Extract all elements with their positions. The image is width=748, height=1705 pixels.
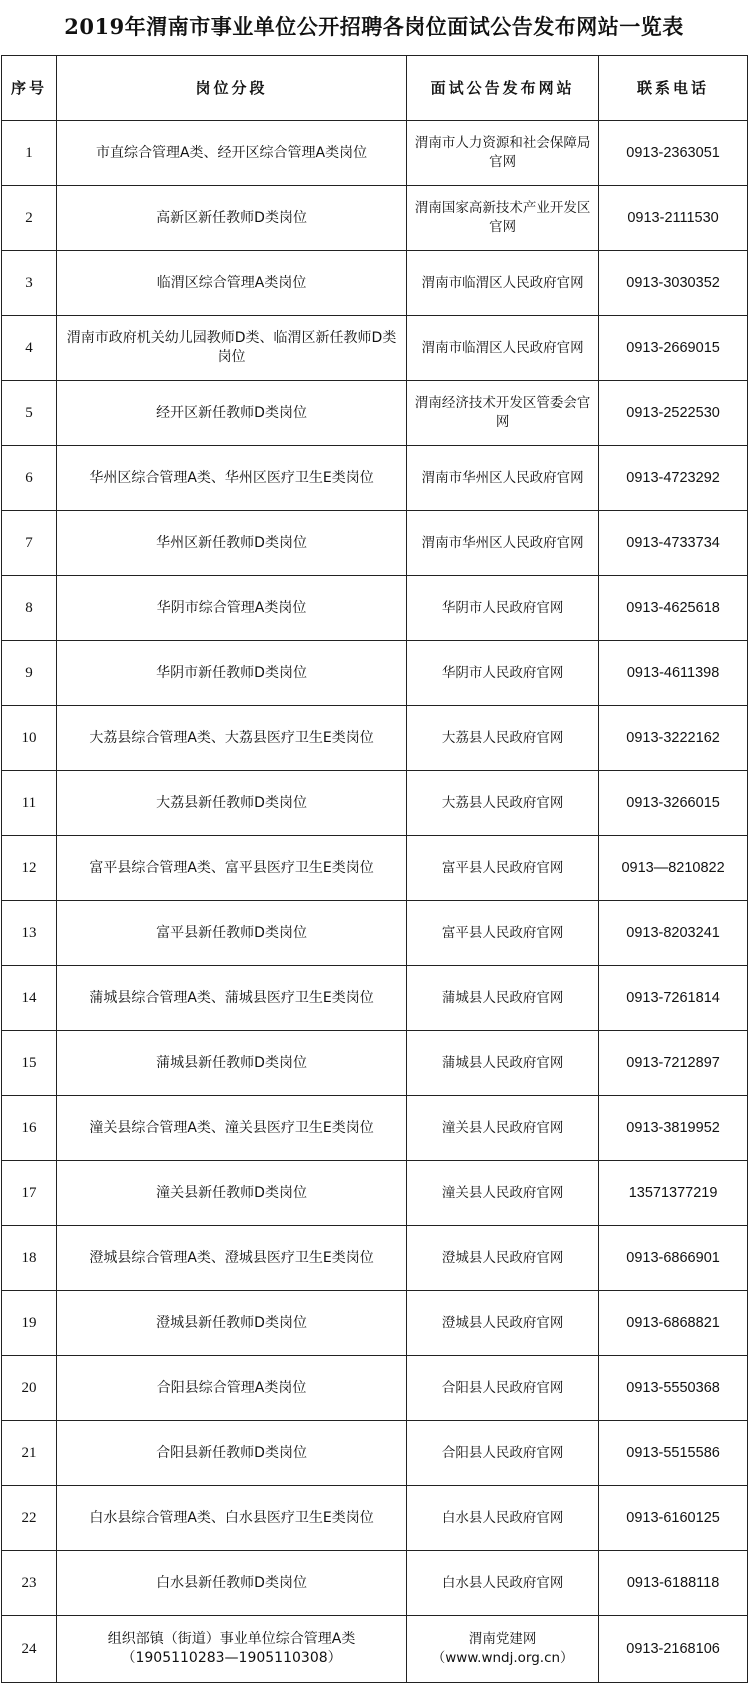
position-cell-text: 蒲城县新任教师D类岗位 bbox=[156, 1054, 307, 1071]
website-cell-text: 白水县人民政府官网 bbox=[441, 1509, 564, 1526]
website-cell bbox=[407, 836, 599, 901]
phone-cell bbox=[599, 1161, 748, 1226]
row-number-text: 23 bbox=[21, 1574, 37, 1591]
phone-cell-text: 0913-4723292 bbox=[626, 469, 720, 486]
row-number-text: 20 bbox=[21, 1379, 37, 1396]
phone-cell bbox=[599, 706, 748, 771]
website-cell-text: 渭南市人力资源和社会保障局官网 bbox=[414, 135, 591, 170]
phone-cell bbox=[599, 251, 748, 316]
position-cell-text: 大荔县综合管理A类、大荔县医疗卫生E类岗位 bbox=[89, 729, 374, 746]
row-number bbox=[2, 1421, 57, 1486]
row-number-text: 5 bbox=[25, 404, 33, 421]
row-number-text: 24 bbox=[21, 1640, 37, 1657]
phone-cell bbox=[599, 576, 748, 641]
website-cell bbox=[407, 1161, 599, 1226]
header-phone: 联系电话 bbox=[599, 56, 748, 121]
phone-cell-text: 0913-3222162 bbox=[626, 729, 720, 746]
position-cell bbox=[56, 836, 406, 901]
position-cell bbox=[56, 1031, 406, 1096]
row-number bbox=[2, 1161, 57, 1226]
website-cell bbox=[407, 966, 599, 1031]
website-cell-text: 渭南国家高新技术产业开发区官网 bbox=[414, 200, 591, 235]
phone-cell-text: 13571377219 bbox=[628, 1184, 718, 1201]
table-header-row bbox=[2, 56, 748, 121]
recruitment-table bbox=[1, 55, 748, 1683]
row-number bbox=[2, 511, 57, 576]
position-cell bbox=[56, 1226, 406, 1291]
table-row bbox=[2, 901, 748, 966]
table-row bbox=[2, 771, 748, 836]
website-cell-text: 蒲城县人民政府官网 bbox=[441, 989, 564, 1006]
website-cell bbox=[407, 251, 599, 316]
position-cell-text: 合阳县综合管理A类岗位 bbox=[156, 1379, 307, 1396]
row-number bbox=[2, 836, 57, 901]
position-cell-text: 潼关县综合管理A类、潼关县医疗卫生E类岗位 bbox=[89, 1119, 374, 1136]
position-cell-text: 华州区综合管理A类、华州区医疗卫生E类岗位 bbox=[89, 469, 374, 486]
website-cell-text: 华阴市人民政府官网 bbox=[441, 664, 564, 681]
table-row bbox=[2, 1551, 748, 1616]
phone-cell-text: 0913-7261814 bbox=[626, 989, 720, 1006]
website-cell-text: 大荔县人民政府官网 bbox=[441, 729, 564, 746]
position-cell bbox=[56, 1421, 406, 1486]
website-cell-text: 渭南市临渭区人民政府官网 bbox=[421, 339, 584, 356]
phone-cell bbox=[599, 381, 748, 446]
position-cell-text: 临渭区综合管理A类岗位 bbox=[156, 274, 307, 291]
row-number-text: 22 bbox=[21, 1509, 37, 1526]
position-cell bbox=[56, 901, 406, 966]
position-cell bbox=[56, 1096, 406, 1161]
table-row bbox=[2, 641, 748, 706]
position-cell-text: 组织部镇（街道）事业单位综合管理A类 bbox=[107, 1631, 356, 1647]
row-number-text: 15 bbox=[21, 1054, 37, 1071]
website-cell bbox=[407, 1031, 599, 1096]
phone-cell-text: 0913-5550368 bbox=[626, 1379, 720, 1396]
table-row bbox=[2, 576, 748, 641]
website-cell bbox=[407, 1291, 599, 1356]
phone-cell bbox=[599, 1486, 748, 1551]
position-cell bbox=[56, 251, 406, 316]
row-number-text: 4 bbox=[25, 339, 33, 356]
header-website: 面试公告发布网站 bbox=[407, 56, 599, 121]
website-cell bbox=[407, 1096, 599, 1161]
table-row bbox=[2, 511, 748, 576]
table-row bbox=[2, 186, 748, 251]
position-cell-text: 渭南市政府机关幼儿园教师D类、临渭区新任教师D类岗位 bbox=[66, 330, 397, 365]
website-cell bbox=[407, 121, 599, 186]
website-cell bbox=[407, 511, 599, 576]
phone-cell bbox=[599, 771, 748, 836]
website-cell bbox=[407, 316, 599, 381]
website-cell-text: 潼关县人民政府官网 bbox=[441, 1119, 564, 1136]
position-cell-text: 华阴市综合管理A类岗位 bbox=[156, 599, 307, 616]
row-number bbox=[2, 251, 57, 316]
website-cell-text: 合阳县人民政府官网 bbox=[441, 1379, 564, 1396]
position-cell bbox=[56, 1486, 406, 1551]
row-number bbox=[2, 1616, 57, 1683]
table-row bbox=[2, 1161, 748, 1226]
phone-cell-text: 0913-2669015 bbox=[626, 339, 720, 356]
website-cell-text: 渭南经济技术开发区管委会官网 bbox=[414, 395, 591, 430]
position-cell-text: 蒲城县综合管理A类、蒲城县医疗卫生E类岗位 bbox=[89, 989, 374, 1006]
website-cell bbox=[407, 1356, 599, 1421]
phone-cell-text: 0913-5515586 bbox=[626, 1444, 720, 1461]
row-number bbox=[2, 1486, 57, 1551]
phone-cell bbox=[599, 121, 748, 186]
website-cell-text: 澄城县人民政府官网 bbox=[441, 1314, 564, 1331]
table-row bbox=[2, 381, 748, 446]
table-row bbox=[2, 1356, 748, 1421]
phone-cell bbox=[599, 186, 748, 251]
position-cell bbox=[56, 316, 406, 381]
row-number-text: 3 bbox=[25, 274, 33, 291]
phone-cell bbox=[599, 316, 748, 381]
website-cell-text: 华阴市人民政府官网 bbox=[441, 599, 564, 616]
row-number-text: 11 bbox=[21, 794, 37, 811]
phone-cell-text: 0913—8210822 bbox=[621, 859, 725, 876]
row-number-text: 14 bbox=[21, 989, 37, 1006]
position-cell-text: 白水县新任教师D类岗位 bbox=[156, 1574, 307, 1591]
table-row bbox=[2, 1486, 748, 1551]
website-cell bbox=[407, 771, 599, 836]
phone-cell bbox=[599, 1291, 748, 1356]
position-cell-text: 市直综合管理A类、经开区综合管理A类岗位 bbox=[95, 144, 368, 161]
row-number bbox=[2, 381, 57, 446]
row-number bbox=[2, 1291, 57, 1356]
table-row bbox=[2, 1421, 748, 1486]
phone-cell-text: 0913-2363051 bbox=[626, 144, 720, 161]
phone-cell-text: 0913-3030352 bbox=[626, 274, 720, 291]
position-cell-text: 经开区新任教师D类岗位 bbox=[156, 404, 307, 421]
phone-cell bbox=[599, 446, 748, 511]
row-number bbox=[2, 706, 57, 771]
website-cell-text: 渭南市临渭区人民政府官网 bbox=[421, 274, 584, 291]
position-cell bbox=[56, 1291, 406, 1356]
table-row bbox=[2, 316, 748, 381]
row-number bbox=[2, 1096, 57, 1161]
row-number bbox=[2, 576, 57, 641]
row-number-text: 8 bbox=[25, 599, 33, 616]
website-cell bbox=[407, 706, 599, 771]
phone-cell bbox=[599, 1421, 748, 1486]
position-cell bbox=[56, 121, 406, 186]
phone-cell-text: 0913-2522530 bbox=[626, 404, 720, 421]
phone-cell-text: 0913-3819952 bbox=[626, 1119, 720, 1136]
phone-cell-text: 0913-2168106 bbox=[626, 1640, 720, 1657]
row-number-text: 21 bbox=[21, 1444, 37, 1461]
row-number bbox=[2, 1551, 57, 1616]
row-number bbox=[2, 186, 57, 251]
website-cell bbox=[407, 1616, 599, 1683]
position-cell bbox=[56, 186, 406, 251]
website-cell bbox=[407, 1226, 599, 1291]
position-cell bbox=[56, 576, 406, 641]
phone-cell bbox=[599, 836, 748, 901]
website-cell bbox=[407, 1486, 599, 1551]
position-cell-text: 潼关县新任教师D类岗位 bbox=[156, 1184, 307, 1201]
position-cell bbox=[56, 381, 406, 446]
position-cell bbox=[56, 706, 406, 771]
row-number bbox=[2, 1226, 57, 1291]
phone-cell-text: 0913-4625618 bbox=[626, 599, 720, 616]
table-row bbox=[2, 121, 748, 186]
phone-cell-text: 0913-4611398 bbox=[626, 664, 720, 681]
position-cell-text: 白水县综合管理A类、白水县医疗卫生E类岗位 bbox=[89, 1509, 374, 1526]
phone-cell-text: 0913-6188118 bbox=[626, 1574, 720, 1591]
phone-cell bbox=[599, 1096, 748, 1161]
row-number bbox=[2, 966, 57, 1031]
position-cell bbox=[56, 1616, 406, 1683]
table-row bbox=[2, 1616, 748, 1683]
table-row bbox=[2, 1031, 748, 1096]
phone-cell-text: 0913-6866901 bbox=[626, 1249, 720, 1266]
row-number-text: 13 bbox=[21, 924, 37, 941]
table-row bbox=[2, 251, 748, 316]
website-cell-text: 渭南市华州区人民政府官网 bbox=[421, 534, 584, 551]
website-cell bbox=[407, 381, 599, 446]
table-row bbox=[2, 836, 748, 901]
header-position: 岗位分段 bbox=[56, 56, 406, 121]
phone-cell-text: 0913-2111530 bbox=[627, 209, 719, 226]
table-row bbox=[2, 706, 748, 771]
phone-cell bbox=[599, 1551, 748, 1616]
row-number bbox=[2, 316, 57, 381]
website-cell-text: 渭南党建网 bbox=[468, 1631, 537, 1647]
phone-cell bbox=[599, 1226, 748, 1291]
website-cell-text: 富平县人民政府官网 bbox=[441, 924, 564, 941]
phone-cell bbox=[599, 966, 748, 1031]
row-number bbox=[2, 771, 57, 836]
row-number-text: 16 bbox=[21, 1119, 37, 1136]
row-number-text: 19 bbox=[21, 1314, 37, 1331]
row-number-text: 12 bbox=[21, 859, 37, 876]
phone-cell bbox=[599, 1031, 748, 1096]
phone-cell-text: 0913-6160125 bbox=[626, 1509, 720, 1526]
website-cell-text: 渭南市华州区人民政府官网 bbox=[421, 469, 584, 486]
position-cell bbox=[56, 1551, 406, 1616]
website-cell bbox=[407, 641, 599, 706]
position-cell-text: 高新区新任教师D类岗位 bbox=[156, 209, 307, 226]
position-cell-text: 华阴市新任教师D类岗位 bbox=[156, 664, 307, 681]
website-cell-text: 白水县人民政府官网 bbox=[441, 1574, 564, 1591]
table-row bbox=[2, 1096, 748, 1161]
position-cell bbox=[56, 446, 406, 511]
position-cell-text: 大荔县新任教师D类岗位 bbox=[156, 794, 307, 811]
website-cell-text: 大荔县人民政府官网 bbox=[441, 794, 564, 811]
phone-cell-text: 0913-6868821 bbox=[626, 1314, 720, 1331]
table-row bbox=[2, 1291, 748, 1356]
phone-cell bbox=[599, 641, 748, 706]
website-cell bbox=[407, 1551, 599, 1616]
website-cell-text: 澄城县人民政府官网 bbox=[441, 1249, 564, 1266]
row-number bbox=[2, 121, 57, 186]
row-number bbox=[2, 641, 57, 706]
row-number-text: 10 bbox=[21, 729, 37, 746]
website-cell bbox=[407, 446, 599, 511]
position-cell-text: 合阳县新任教师D类岗位 bbox=[156, 1444, 307, 1461]
row-number bbox=[2, 901, 57, 966]
table-row bbox=[2, 966, 748, 1031]
row-number bbox=[2, 446, 57, 511]
phone-cell-text: 0913-7212897 bbox=[626, 1054, 720, 1071]
position-cell bbox=[56, 966, 406, 1031]
table-body bbox=[2, 121, 748, 1683]
position-cell bbox=[56, 771, 406, 836]
row-number-text: 9 bbox=[25, 664, 33, 681]
website-cell-text: 合阳县人民政府官网 bbox=[441, 1444, 564, 1461]
header-number: 序号 bbox=[2, 56, 57, 121]
website-cell bbox=[407, 1421, 599, 1486]
table-row bbox=[2, 446, 748, 511]
row-number bbox=[2, 1356, 57, 1421]
row-number bbox=[2, 1031, 57, 1096]
phone-cell-text: 0913-3266015 bbox=[626, 794, 720, 811]
position-cell-text: 华州区新任教师D类岗位 bbox=[156, 534, 307, 551]
phone-cell bbox=[599, 1616, 748, 1683]
website-url: （www.wndj.org.cn） bbox=[431, 1650, 574, 1666]
row-number-text: 6 bbox=[25, 469, 33, 486]
row-number-text: 17 bbox=[21, 1184, 37, 1201]
website-cell-text: 富平县人民政府官网 bbox=[441, 859, 564, 876]
position-cell-text: 富平县新任教师D类岗位 bbox=[156, 924, 307, 941]
position-cell bbox=[56, 1161, 406, 1226]
position-code-range: （1905110283—1905110308） bbox=[121, 1650, 342, 1666]
page-title: 2019年渭南市事业单位公开招聘各岗位面试公告发布网站一览表 bbox=[64, 14, 684, 39]
position-cell bbox=[56, 641, 406, 706]
phone-cell-text: 0913-8203241 bbox=[626, 924, 720, 941]
row-number-text: 18 bbox=[21, 1249, 37, 1266]
website-cell-text: 蒲城县人民政府官网 bbox=[441, 1054, 564, 1071]
website-cell-text: 潼关县人民政府官网 bbox=[441, 1184, 564, 1201]
position-cell bbox=[56, 1356, 406, 1421]
phone-cell bbox=[599, 1356, 748, 1421]
phone-cell-text: 0913-4733734 bbox=[626, 534, 720, 551]
phone-cell bbox=[599, 901, 748, 966]
position-cell-text: 富平县综合管理A类、富平县医疗卫生E类岗位 bbox=[89, 859, 374, 876]
website-cell bbox=[407, 576, 599, 641]
position-cell-text: 澄城县新任教师D类岗位 bbox=[156, 1314, 307, 1331]
position-cell bbox=[56, 511, 406, 576]
position-cell-text: 澄城县综合管理A类、澄城县医疗卫生E类岗位 bbox=[89, 1249, 374, 1266]
row-number-text: 7 bbox=[25, 534, 33, 551]
table-row bbox=[2, 1226, 748, 1291]
row-number-text: 1 bbox=[25, 144, 33, 161]
row-number-text: 2 bbox=[25, 209, 33, 226]
phone-cell bbox=[599, 511, 748, 576]
website-cell bbox=[407, 186, 599, 251]
website-cell bbox=[407, 901, 599, 966]
